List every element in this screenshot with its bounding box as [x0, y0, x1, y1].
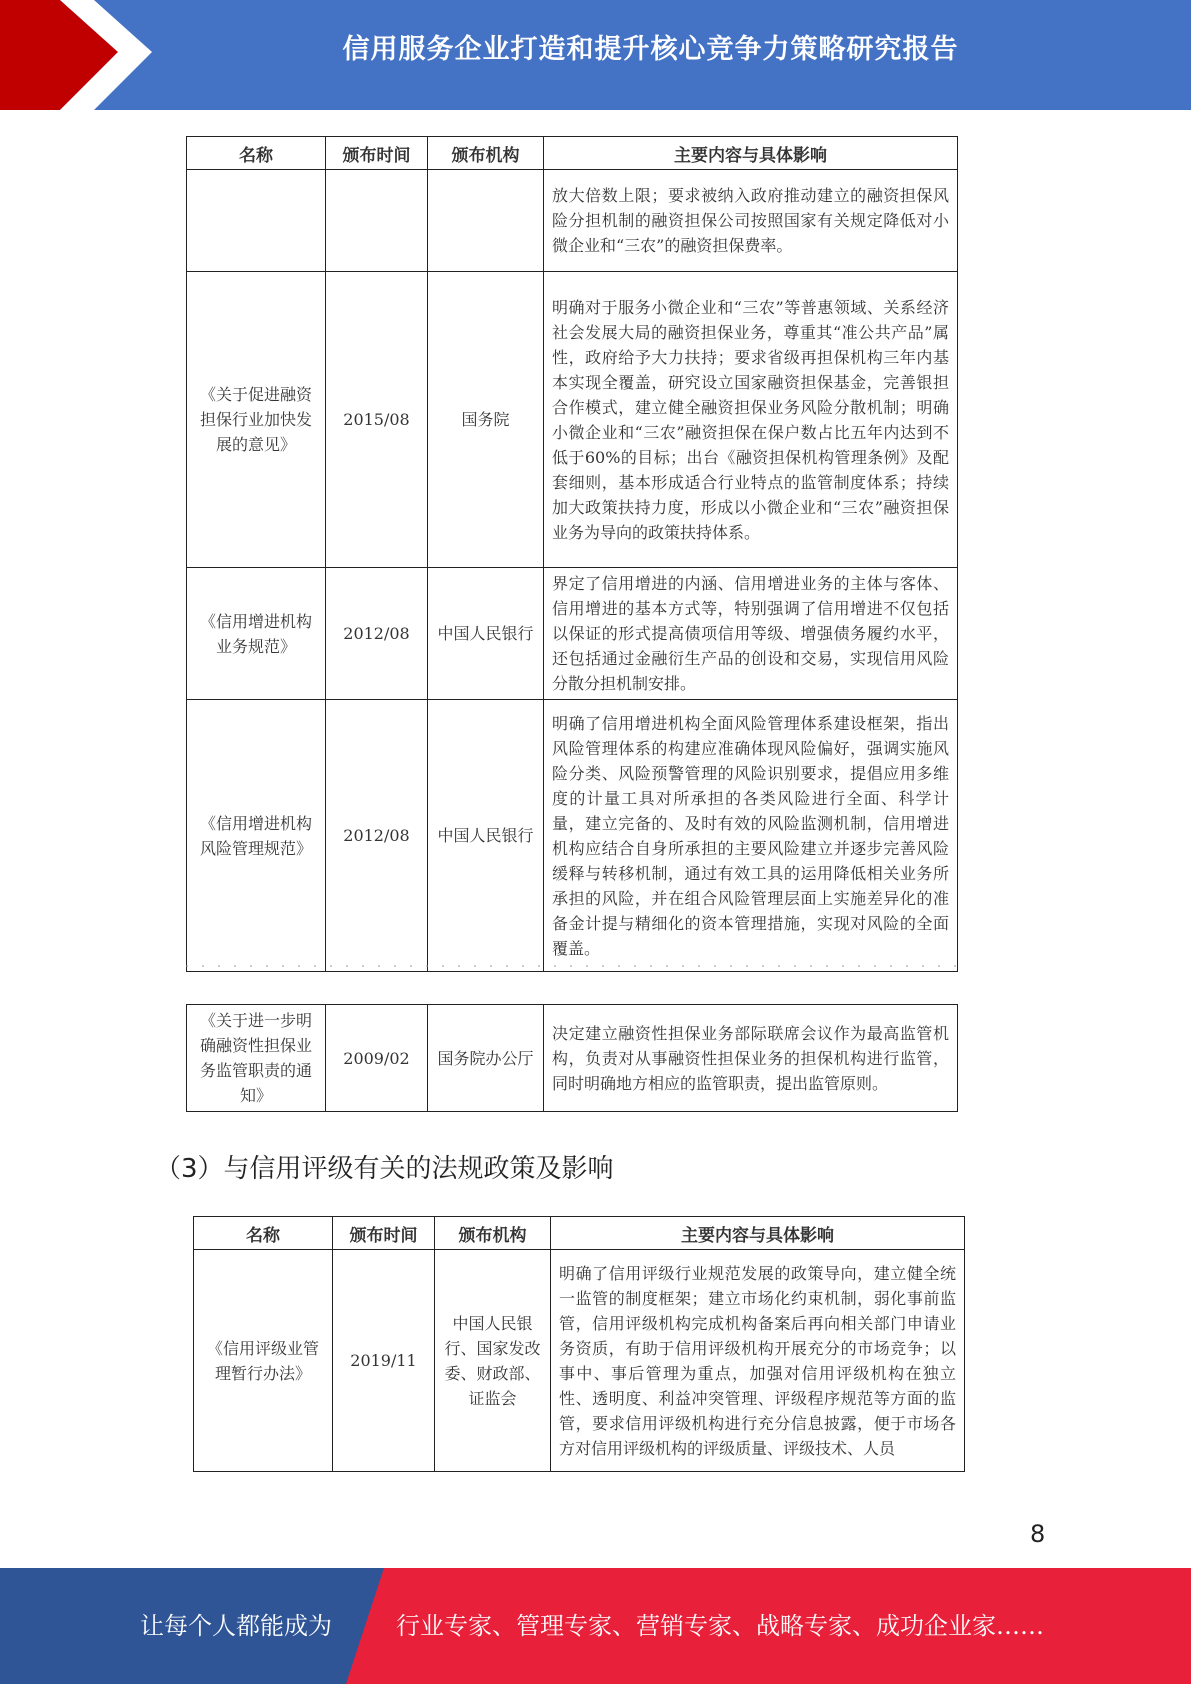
cell-name — [187, 170, 326, 272]
column-header-name: 名称 — [187, 137, 326, 170]
cell-name: 《关于促进融资担保行业加快发展的意见》 — [187, 272, 326, 568]
page-footer — [0, 1568, 1191, 1684]
page-number: 8 — [1030, 1520, 1046, 1548]
column-header-content: 主要内容与具体影响 — [544, 137, 958, 170]
cell-name: 《关于进一步明确融资性担保业务监管职责的通知》 — [187, 1005, 326, 1112]
report-title: 信用服务企业打造和提升核心竞争力策略研究报告 — [342, 34, 959, 65]
column-header-name: 名称 — [194, 1217, 333, 1250]
column-header-date: 颁布时间 — [326, 137, 428, 170]
table-header-row — [194, 1217, 965, 1250]
table-row — [187, 1005, 958, 1112]
column-header-org: 颁布机构 — [428, 137, 544, 170]
column-header-org: 颁布机构 — [435, 1217, 551, 1250]
table-row — [187, 272, 958, 568]
cell-content: 明确了信用增进机构全面风险管理体系建设框架，指出风险管理体系的构建应准确体现风险偏好，强调实施风险分类、风险预警管理的风险识别要求，提倡应用多维度的计量工具对所承担的各类风险进行全面、科学计量，建立完备的、及时有效的风险监测机制，信用增进机构应结合自身所承担的主要风险建立并逐步完善风险缓释与转移机制，通过有效工具的运用降低相关业务所承担的风险，并在组合风险管理层面上实施差异化的准备金计提与精细化的资本管理措施，实现对风险的全面覆盖。 — [544, 700, 958, 972]
cell-org — [428, 170, 544, 272]
cell-date: 2015/08 — [326, 272, 428, 568]
cell-org: 中国人民银行 — [428, 700, 544, 972]
cell-date: 2012/08 — [326, 700, 428, 972]
footer-slogan-right: 行业专家、管理专家、营销专家、战略专家、成功企业家…… — [396, 1612, 1044, 1640]
cell-content: 界定了信用增进的内涵、信用增进业务的主体与客体、信用增进的基本方式等，特别强调了信用增进不仅包括以保证的形式提高债项信用等级、增强债务履约水平，还包括通过金融衍生产品的创设和交易，实现信用风险分散分担机制安排。 — [544, 568, 958, 700]
cell-content: 决定建立融资性担保业务部际联席会议作为最高监管机构，负责对从事融资性担保业务的担保机构进行监管，同时明确地方相应的监管职责，提出监管原则。 — [544, 1005, 958, 1112]
cell-date: 2009/02 — [326, 1005, 428, 1112]
table-header-row — [187, 137, 958, 170]
cell-org: 中国人民银行 — [428, 568, 544, 700]
column-header-date: 颁布时间 — [333, 1217, 435, 1250]
cell-org: 国务院 — [428, 272, 544, 568]
cell-date — [326, 170, 428, 272]
page-header — [0, 0, 1191, 110]
cell-date: 2012/08 — [326, 568, 428, 700]
table-break-divider — [186, 964, 957, 972]
footer-slogan-left: 让每个人都能成为 — [140, 1612, 332, 1640]
cell-content: 明确对于服务小微企业和“三农”等普惠领域、关系经济社会发展大局的融资担保业务，尊重其“准公共产品”属性，政府给予大力扶持；要求省级再担保机构三年内基本实现全覆盖，研究设立国家融资担保基金，完善银担合作模式，建立健全融资担保业务风险分散机制；明确小微企业和“三农”融资担保在保户数占比五年内达到不低于60%的目标；出台《融资担保机构管理条例》及配套细则，基本形成适合行业特点的监管制度体系；持续加大政策扶持力度，形成以小微企业和“三农”融资担保业务为导向的政策扶持体系。 — [544, 272, 958, 568]
cell-date: 2019/11 — [333, 1250, 435, 1472]
section-heading: （3）与信用评级有关的法规政策及影响 — [155, 1154, 614, 1184]
table-row — [187, 700, 958, 972]
table-row — [194, 1250, 965, 1472]
cell-name: 《信用增进机构业务规范》 — [187, 568, 326, 700]
column-header-content: 主要内容与具体影响 — [551, 1217, 965, 1250]
table-row — [187, 170, 958, 272]
cell-name: 《信用增进机构风险管理规范》 — [187, 700, 326, 972]
cell-content: 放大倍数上限；要求被纳入政府推动建立的融资担保风险分担机制的融资担保公司按照国家有关规定降低对小微企业和“三农”的融资担保费率。 — [544, 170, 958, 272]
policy-table-guarantee — [186, 136, 958, 972]
table-row — [187, 568, 958, 700]
policy-table-guarantee-continued — [186, 1004, 958, 1112]
cell-name: 《信用评级业管理暂行办法》 — [194, 1250, 333, 1472]
policy-table-credit-rating — [193, 1216, 965, 1472]
cell-org: 国务院办公厅 — [428, 1005, 544, 1112]
cell-content: 明确了信用评级行业规范发展的政策导向，建立健全统一监管的制度框架；建立市场化约束机制，弱化事前监管，信用评级机构完成机构备案后再向相关部门申请业务资质，有助于信用评级机构开展充分的市场竞争；以事中、事后管理为重点，加强对信用评级机构在独立性、透明度、利益冲突管理、评级程序规范等方面的监管，要求信用评级机构进行充分信息披露，便于市场各方对信用评级机构的评级质量、评级技术、人员 — [551, 1250, 965, 1472]
cell-org: 中国人民银行、国家发改委、财政部、证监会 — [435, 1250, 551, 1472]
